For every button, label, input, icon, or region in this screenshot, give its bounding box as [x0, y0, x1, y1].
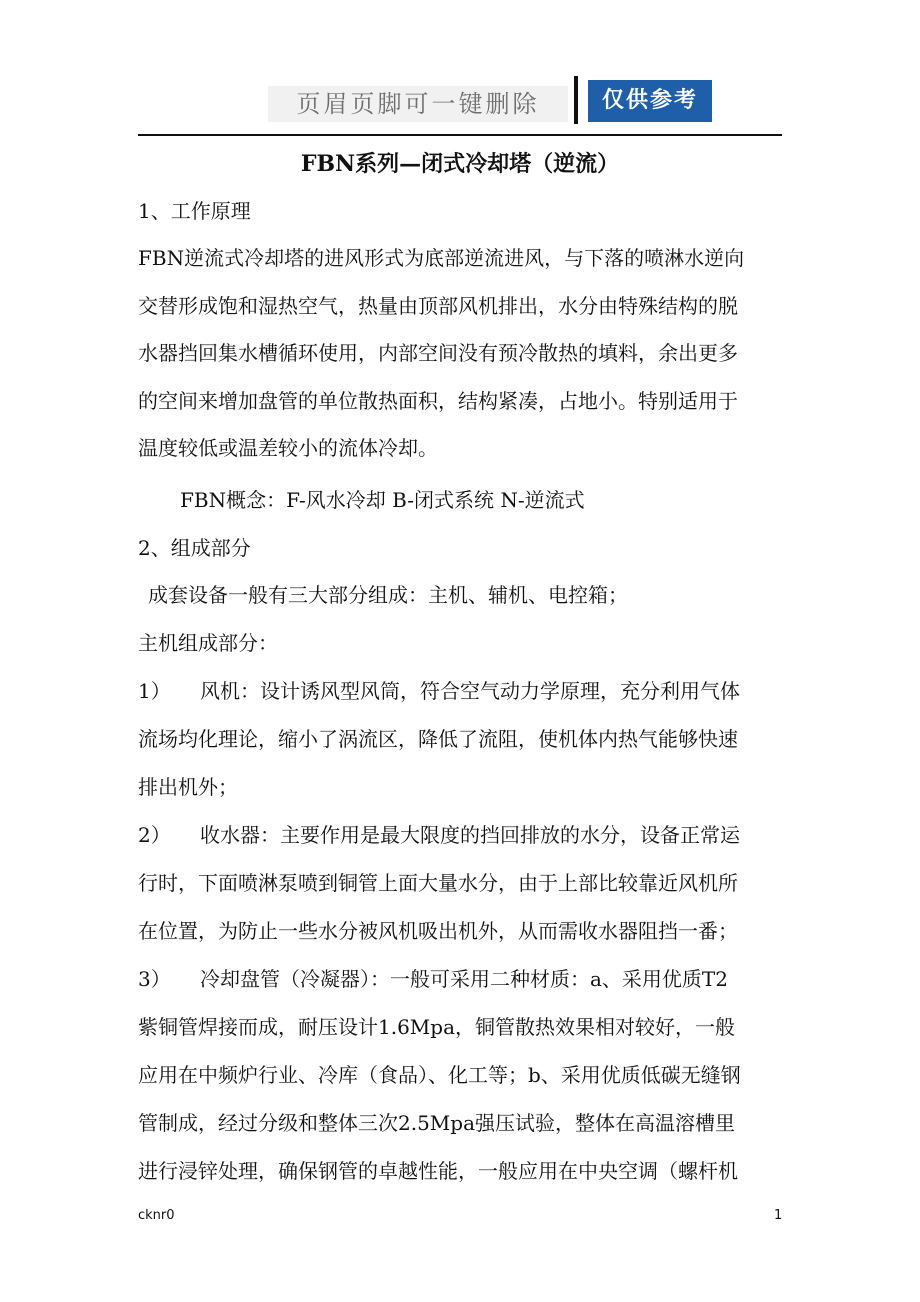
list-number: 1）: [138, 679, 171, 703]
page-title: FBN系列—闭式冷却塔（逆流）: [300, 151, 620, 177]
list-number: 2）: [138, 823, 171, 847]
paragraph-line: FBN逆流式冷却塔的进风形式为底部逆流进风，与下落的喷淋水逆向: [138, 246, 745, 270]
section2-subheading: 主机组成部分：: [138, 631, 278, 655]
concept-line: FBN概念：F-风水冷却 B-闭式系统 N-逆流式: [180, 488, 585, 512]
footer-left: cknr0: [138, 1208, 175, 1223]
list-continuation: 进行浸锌处理，确保钢管的卓越性能，一般应用在中央空调（螺杆机: [138, 1159, 738, 1183]
list-continuation: 行时，下面喷淋泵喷到铜管上面大量水分，由于上部比较靠近风机所: [138, 871, 738, 895]
list-item-1: [138, 676, 740, 706]
header-divider: [574, 76, 578, 124]
paragraph-line: 温度较低或温差较小的流体冷却。: [138, 436, 438, 460]
paragraph-line: 水器挡回集水槽循环使用，内部空间没有预冷散热的填料，余出更多: [138, 341, 738, 365]
list-text: 风机：设计诱风型风筒，符合空气动力学原理，充分利用气体: [200, 679, 740, 703]
list-continuation: 应用在中频炉行业、冷库（食品）、化工等；b、采用优质低碳无缝钢: [138, 1063, 741, 1087]
section2-heading: 2、组成部分: [138, 536, 251, 560]
list-item-3: [138, 964, 728, 994]
list-continuation: 流场均化理论，缩小了涡流区，降低了流阻，使机体内热气能够快速: [138, 727, 738, 751]
list-text: 冷却盘管（冷凝器）：一般可采用二种材质：a、采用优质T2: [200, 967, 728, 991]
header-rule: [138, 134, 782, 136]
list-continuation: 管制成，经过分级和整体三次2.5Mpa强压试验，整体在高温溶槽里: [138, 1111, 736, 1135]
list-continuation: 紫铜管焊接而成，耐压设计1.6Mpa，铜管散热效果相对较好，一般: [138, 1015, 736, 1039]
section1-heading: 1、工作原理: [138, 199, 251, 223]
list-continuation: 排出机外；: [138, 775, 238, 799]
section2-intro: 成套设备一般有三大部分组成：主机、辅机、电控箱；: [148, 583, 628, 607]
page-number: 1: [774, 1208, 783, 1223]
list-number: 3）: [138, 967, 171, 991]
header-badge: 仅供参考: [588, 80, 712, 122]
list-item-2: [138, 820, 740, 850]
list-continuation: 在位置，为防止一些水分被风机吸出机外，从而需收水器阻挡一番；: [138, 919, 738, 943]
paragraph-line: 的空间来增加盘管的单位散热面积，结构紧凑，占地小。特别适用于: [138, 389, 738, 413]
list-text: 收水器：主要作用是最大限度的挡回排放的水分，设备正常运: [200, 823, 740, 847]
paragraph-line: 交替形成饱和湿热空气，热量由顶部风机排出，水分由特殊结构的脱: [138, 294, 738, 318]
header-banner: 页眉页脚可一键删除: [268, 86, 568, 122]
